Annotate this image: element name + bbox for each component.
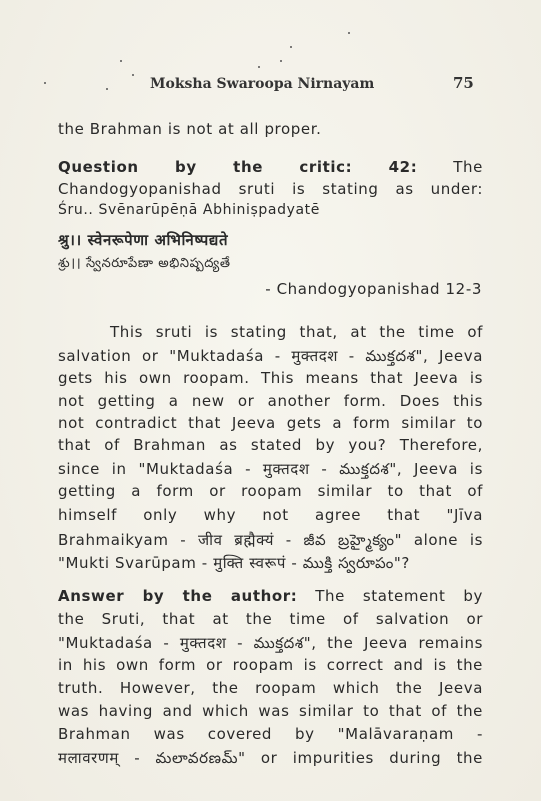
running-header: Moksha Swaroopa Nirnayam xyxy=(150,76,375,92)
para2-line6: was having and which was similar to that of the xyxy=(58,702,483,720)
question-label: Question by the critic: 42: xyxy=(58,158,418,176)
para2-line2: the Sruti, that at the time of salvation or xyxy=(58,610,483,628)
sruti-telugu: శ్రు।। స్వేనరూపేణా అభినిష్పద్యతే xyxy=(58,256,231,271)
para2-line5: truth. However, the roopam which the Jeeva xyxy=(58,679,483,697)
answer-continuation: The statement by xyxy=(297,587,483,605)
para2-line8: मलावरणम् - మలావరణమ్" or impurities during the xyxy=(58,749,483,767)
para1-line9: himself only why not agree that "Jīva xyxy=(58,506,483,524)
question-continuation: The xyxy=(417,158,483,176)
para1-line2: salvation or "Muktadaśa - मुक्तदश - ముక్తదశ", Jeeva xyxy=(58,347,483,365)
sruti-transliteration: Śru.. Svēnarūpēṇā Abhiniṣpadyatē xyxy=(58,202,320,218)
para1-line1: This sruti is stating that, at the time of xyxy=(110,323,483,341)
answer-heading-line xyxy=(58,587,483,605)
para1-line6: that of Brahman as stated by you? Therefore, xyxy=(58,436,483,454)
sruti-devanagari: श्रु।। स्वेनरूपेणा अभिनिष्पद्यते xyxy=(58,231,229,249)
line-1: the Brahman is not at all proper. xyxy=(58,120,322,138)
para1-line7: since in "Muktadaśa - मुक्तदश - ముక్తదశ", Jeeva is xyxy=(58,460,483,478)
para1-line8: getting a form or roopam similar to that of xyxy=(58,482,483,500)
question-heading-line xyxy=(58,158,483,176)
para1-line11: "Mukti Svarūpam - मुक्ति स्वरूपं - ముక్తి స్వరూపం"? xyxy=(58,554,410,572)
para2-line3: "Muktadaśa - मुक्तदश - ముక్తదశ", the Jeeva remains xyxy=(58,634,483,652)
para2-line7: Brahman was covered by "Malāvaraṇam - xyxy=(58,725,483,743)
answer-label: Answer by the author: xyxy=(58,587,298,605)
sruti-reference: - Chandogyopanishad 12-3 xyxy=(265,280,482,298)
page-number: 75 xyxy=(453,74,474,92)
line-3: Chandogyopanishad sruti is stating as under: xyxy=(58,180,483,198)
para1-line5: not contradict that Jeeva gets a form similar to xyxy=(58,414,483,432)
para1-line3: gets his own roopam. This means that Jeeva is xyxy=(58,369,483,387)
para1-line4: not getting a new or another form. Does this xyxy=(58,392,483,410)
para2-line4: in his own form or roopam is correct and is the xyxy=(58,656,483,674)
para1-line10: Brahmaikyam - जीव ब्रह्मैक्यं - జీవ బ్రహ్మైక్యం" alone is xyxy=(58,531,483,549)
